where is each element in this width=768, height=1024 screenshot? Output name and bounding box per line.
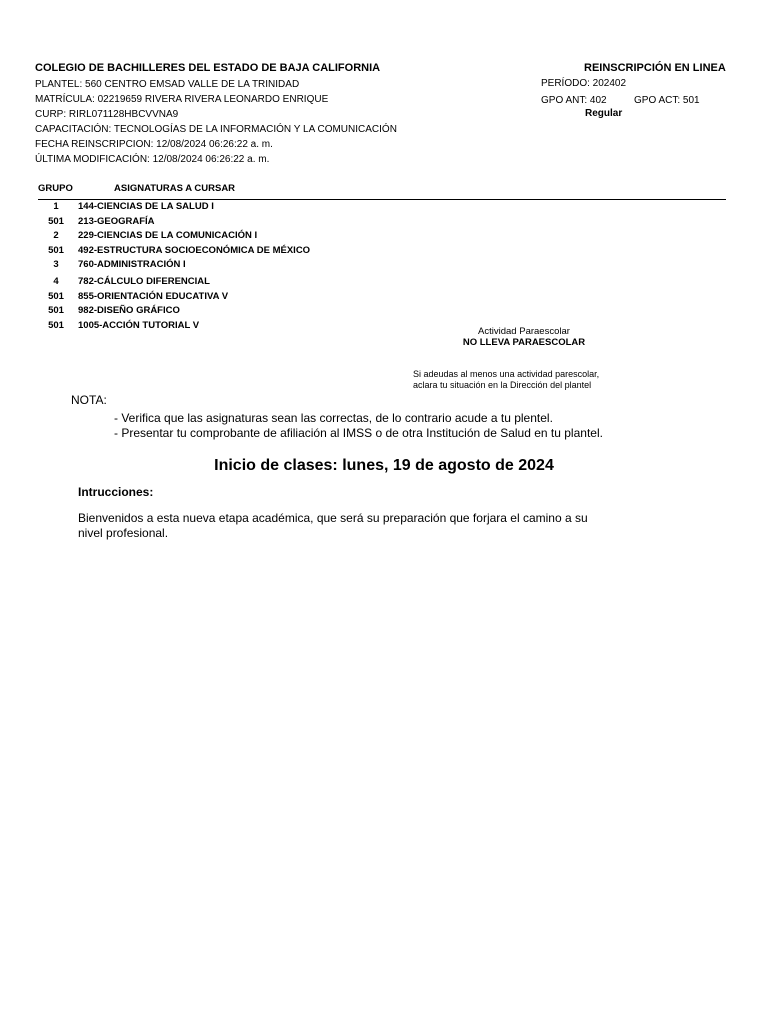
col-grupo-header: GRUPO [38,183,73,194]
subjects-table-header [38,183,726,200]
row-grupo: 501 [48,305,64,316]
nota-item: - Presentar tu comprobante de afiliación al IMSS o de otra Institución de Salud en tu plantel. [114,426,603,440]
instructions-line: nivel profesional. [78,526,169,540]
row-grupo: 501 [48,319,64,331]
instructions-text [78,511,588,541]
row-grupo: 501 [48,244,64,256]
row-grupo: 4 [53,276,59,287]
row-asignatura: 229-CIENCIAS DE LA COMUNICACIÓN I [78,230,258,241]
status-label: Regular [585,108,623,119]
row-grupo: 2 [53,230,59,241]
nota-item: - Verifica que las asignaturas sean las correctas, de lo contrario acude a tu plentel. [114,411,553,425]
matricula-line: MATRÍCULA: 02219659 RIVERA RIVERA LEONARDO ENRIQUE [35,94,329,105]
row-grupo: 3 [53,259,59,270]
row-asignatura: 782-CÁLCULO DIFERENCIAL [78,276,210,287]
student-info-block [35,62,397,167]
row-grupo: 1 [53,201,59,212]
col-asignaturas-header: ASIGNATURAS A CURSAR [114,183,236,194]
periodo-line: PERÍODO: 202402 [541,78,627,89]
paraescolar-notice-line: aclara tu situación en la Dirección del plantel [413,380,592,390]
paraescolar-block [456,326,592,348]
instructions-line: Bienvenidos a esta nueva etapa académica, que será su preparación que forjara el camino a su [78,511,588,525]
class-start-heading: Inicio de clases: lunes, 19 de agosto de 2024 [214,457,554,474]
nota-list [114,411,603,441]
instructions-title: Intrucciones: [78,485,154,499]
capacitacion-line: CAPACITACIÓN: TECNOLOGÍAS DE LA INFORMACIÓN Y LA COMUNICACIÓN [35,124,397,135]
row-asignatura: 144-CIENCIAS DE LA SALUD I [78,201,214,212]
institution-name: COLEGIO DE BACHILLERES DEL ESTADO DE BAJA CALIFORNIA [35,62,381,74]
paraescolar-notice [413,369,599,391]
row-grupo: 501 [48,215,64,227]
row-asignatura: 1005-ACCIÓN TUTORIAL V [78,319,200,331]
document-title: REINSCRIPCIÓN EN LINEA [584,62,726,74]
row-asignatura: 760-ADMINISTRACIÓN I [78,259,186,270]
row-asignatura: 492-ESTRUCTURA SOCIOECONÓMICA DE MÉXICO [78,244,311,256]
nota-label: NOTA: [71,393,107,407]
gpo-act-line: GPO ACT: 501 [634,95,700,106]
paraescolar-title: Actividad Paraescolar [478,326,570,337]
row-grupo: 501 [48,290,64,302]
paraescolar-value: NO LLEVA PARAESCOLAR [462,337,586,348]
row-asignatura: 855-ORIENTACIÓN EDUCATIVA V [78,290,229,302]
row-asignatura: 982-DISEÑO GRÁFICO [78,305,180,316]
row-asignatura: 213-GEOGRAFÍA [78,215,155,227]
paraescolar-notice-line: Si adeudas al menos una actividad parescolar, [413,369,600,379]
fecha-reinscripcion-line: FECHA REINSCRIPCION: 12/08/2024 06:26:22 a. m. [35,139,273,150]
gpo-ant-line: GPO ANT: 402 [541,95,607,106]
plantel-line: PLANTEL: 560 CENTRO EMSAD VALLE DE LA TRINIDAD [35,79,300,90]
ultima-modificacion-line: ÚLTIMA MODIFICACIÓN: 12/08/2024 06:26:22 a. m. [35,154,270,165]
curp-line: CURP: RIRL071128HBCVVNA9 [35,109,179,120]
